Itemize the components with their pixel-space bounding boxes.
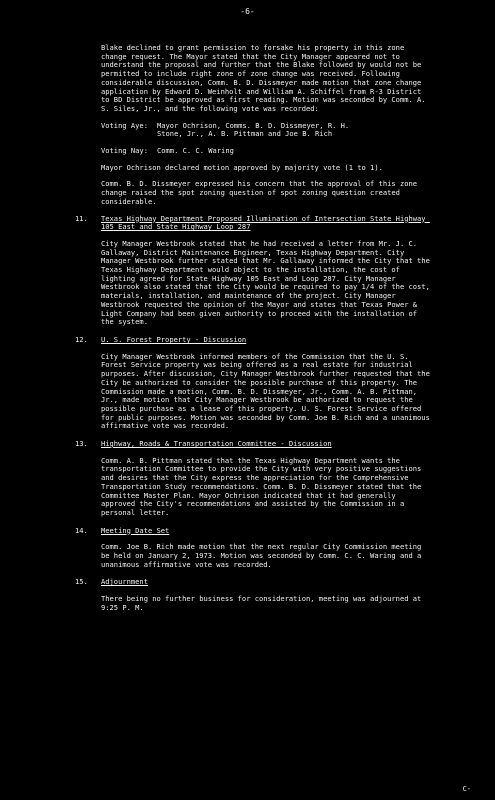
- agenda-item-number: 13.: [75, 439, 88, 449]
- agenda-item-heading: Texas Highway Department Proposed Illumination of Intersection State Highway 105 East and State Highway Loop 287: [101, 213, 430, 232]
- agenda-item-paragraph: There being no further business for consideration, meeting was adjourned at 9:25 P. M.: [101, 594, 426, 612]
- voting-aye-names-line2: Stone, Jr., A. B. Pittman and Joe B. Rich: [157, 129, 333, 139]
- vote-aye-block: [101, 122, 431, 139]
- agenda-item-number: 12.: [75, 334, 88, 344]
- agenda-item-paragraph: Comm. A. B. Pittman stated that the Texas Highway Department wants the transportation Committee to provide the City with very positive suggestions and desires that the City express the appreciation for the Comprehensive Transportation Study recommendations. Comm. B. D. Dissmeyer stated that the Committee Master Plan. Mayor Ochrison indicated that it had generally approved the City's recommendations and assisted by the Commission in a personal letter.: [101, 455, 426, 517]
- page-number: -6-: [240, 7, 255, 16]
- agenda-item: [75, 213, 435, 327]
- intro-paragraph: Blake declined to grant permission to forsake his property in this zone change request. The Mayor stated that the City Manager appeared not to understand the proposal and further that the Blake followed by would not be permitted to include right zone of zone change was received. Following considerable discussion, Comm. B. D. Dissmeyer made motion that zone change application by Edward D. Weinholt and William A. Schiffel from R-3 District to BD District be approved as first reading. Motion was seconded by Comm. A. S. Siles, Jr., and the following vote was recorded:: [101, 43, 430, 113]
- agenda-item: [75, 525, 431, 570]
- agenda-item-paragraph: Comm. Joe B. Rich made motion that the next regular City Commission meeting be held on January 2, 1973. Motion was seconded by Comm. C. C. Waring and a unanimous affirmative vote was recorded.: [101, 542, 426, 569]
- agenda-item: [75, 334, 435, 431]
- voting-nay-label: Voting Nay:: [101, 146, 148, 156]
- agenda-item-paragraph: City Manager Westbrook informed members of the Commission that the U. S. Forest Service property was being offered as a real estate for industrial purposes. After discussion, City Manager Westbrook further requested that the City be authorized to consider the possible purchase of this property. The Commission made a motion, Comm. B. D. Dissmeyer, Jr., Comm. A. B. Pittman, Jr., made motion that City Manager Westbrook be authorized to request the possible purchase as a lease of this property. U. S. Forest Service offered for public purposes. Motion was seconded by Comm. Joe B. Rich and a unanimous affirmative vote was recorded.: [101, 351, 435, 431]
- agenda-item-heading: Meeting Date Set: [101, 525, 170, 535]
- agenda-item-heading: Highway, Roads & Transportation Committee - Discussion: [101, 439, 332, 449]
- voting-aye-names-line1: Mayor Ochrison, Comms. B. D. Dissmeyer, R. H.: [157, 120, 350, 130]
- agenda-item-paragraph: City Manager Westbrook stated that he had received a letter from Mr. J. C. Gallaway, District Maintenance Engineer, Texas Highway Department. City Manager Westbrook further stated that Mr. Gallaway informed the City that the Texas Highway Department would object to the installation, the cost of lighting agreed for State Highway 105 East and Loop 287. City Manager Westbrook also stated that the City would be required to pay 1/4 of the cost, materials, installation, and maintenance of the project. City Manager Westbrook requested the opinion of the Mayor and states that Texas Power & Light Company had been given authority to proceed with the installation of the system.: [101, 238, 435, 327]
- declared-text: Mayor Ochrison declared motion approved by majority vote (1 to 1).: [101, 162, 383, 172]
- agenda-item: [75, 439, 431, 518]
- agenda-item-number: 15.: [75, 577, 88, 587]
- agenda-item-heading: Adjournment: [101, 577, 148, 587]
- footer-mark: C-: [462, 785, 471, 794]
- vote-nay-row: [101, 147, 431, 156]
- voting-nay-names: Comm. C. C. Waring: [157, 146, 234, 156]
- voting-aye-label: Voting Aye:: [101, 120, 148, 130]
- minutes-body: [75, 43, 435, 622]
- comment-paragraph: Comm. B. D. Dissmeyer expressed his concern that the approval of this zone change raised the spot zoning question of spot zoning question created considerable.: [101, 179, 422, 206]
- agenda-item-number: 11.: [75, 213, 88, 223]
- agenda-item: [75, 577, 431, 612]
- agenda-item-heading: U. S. Forest Property - Discussion: [101, 334, 247, 344]
- agenda-item-number: 14.: [75, 525, 88, 535]
